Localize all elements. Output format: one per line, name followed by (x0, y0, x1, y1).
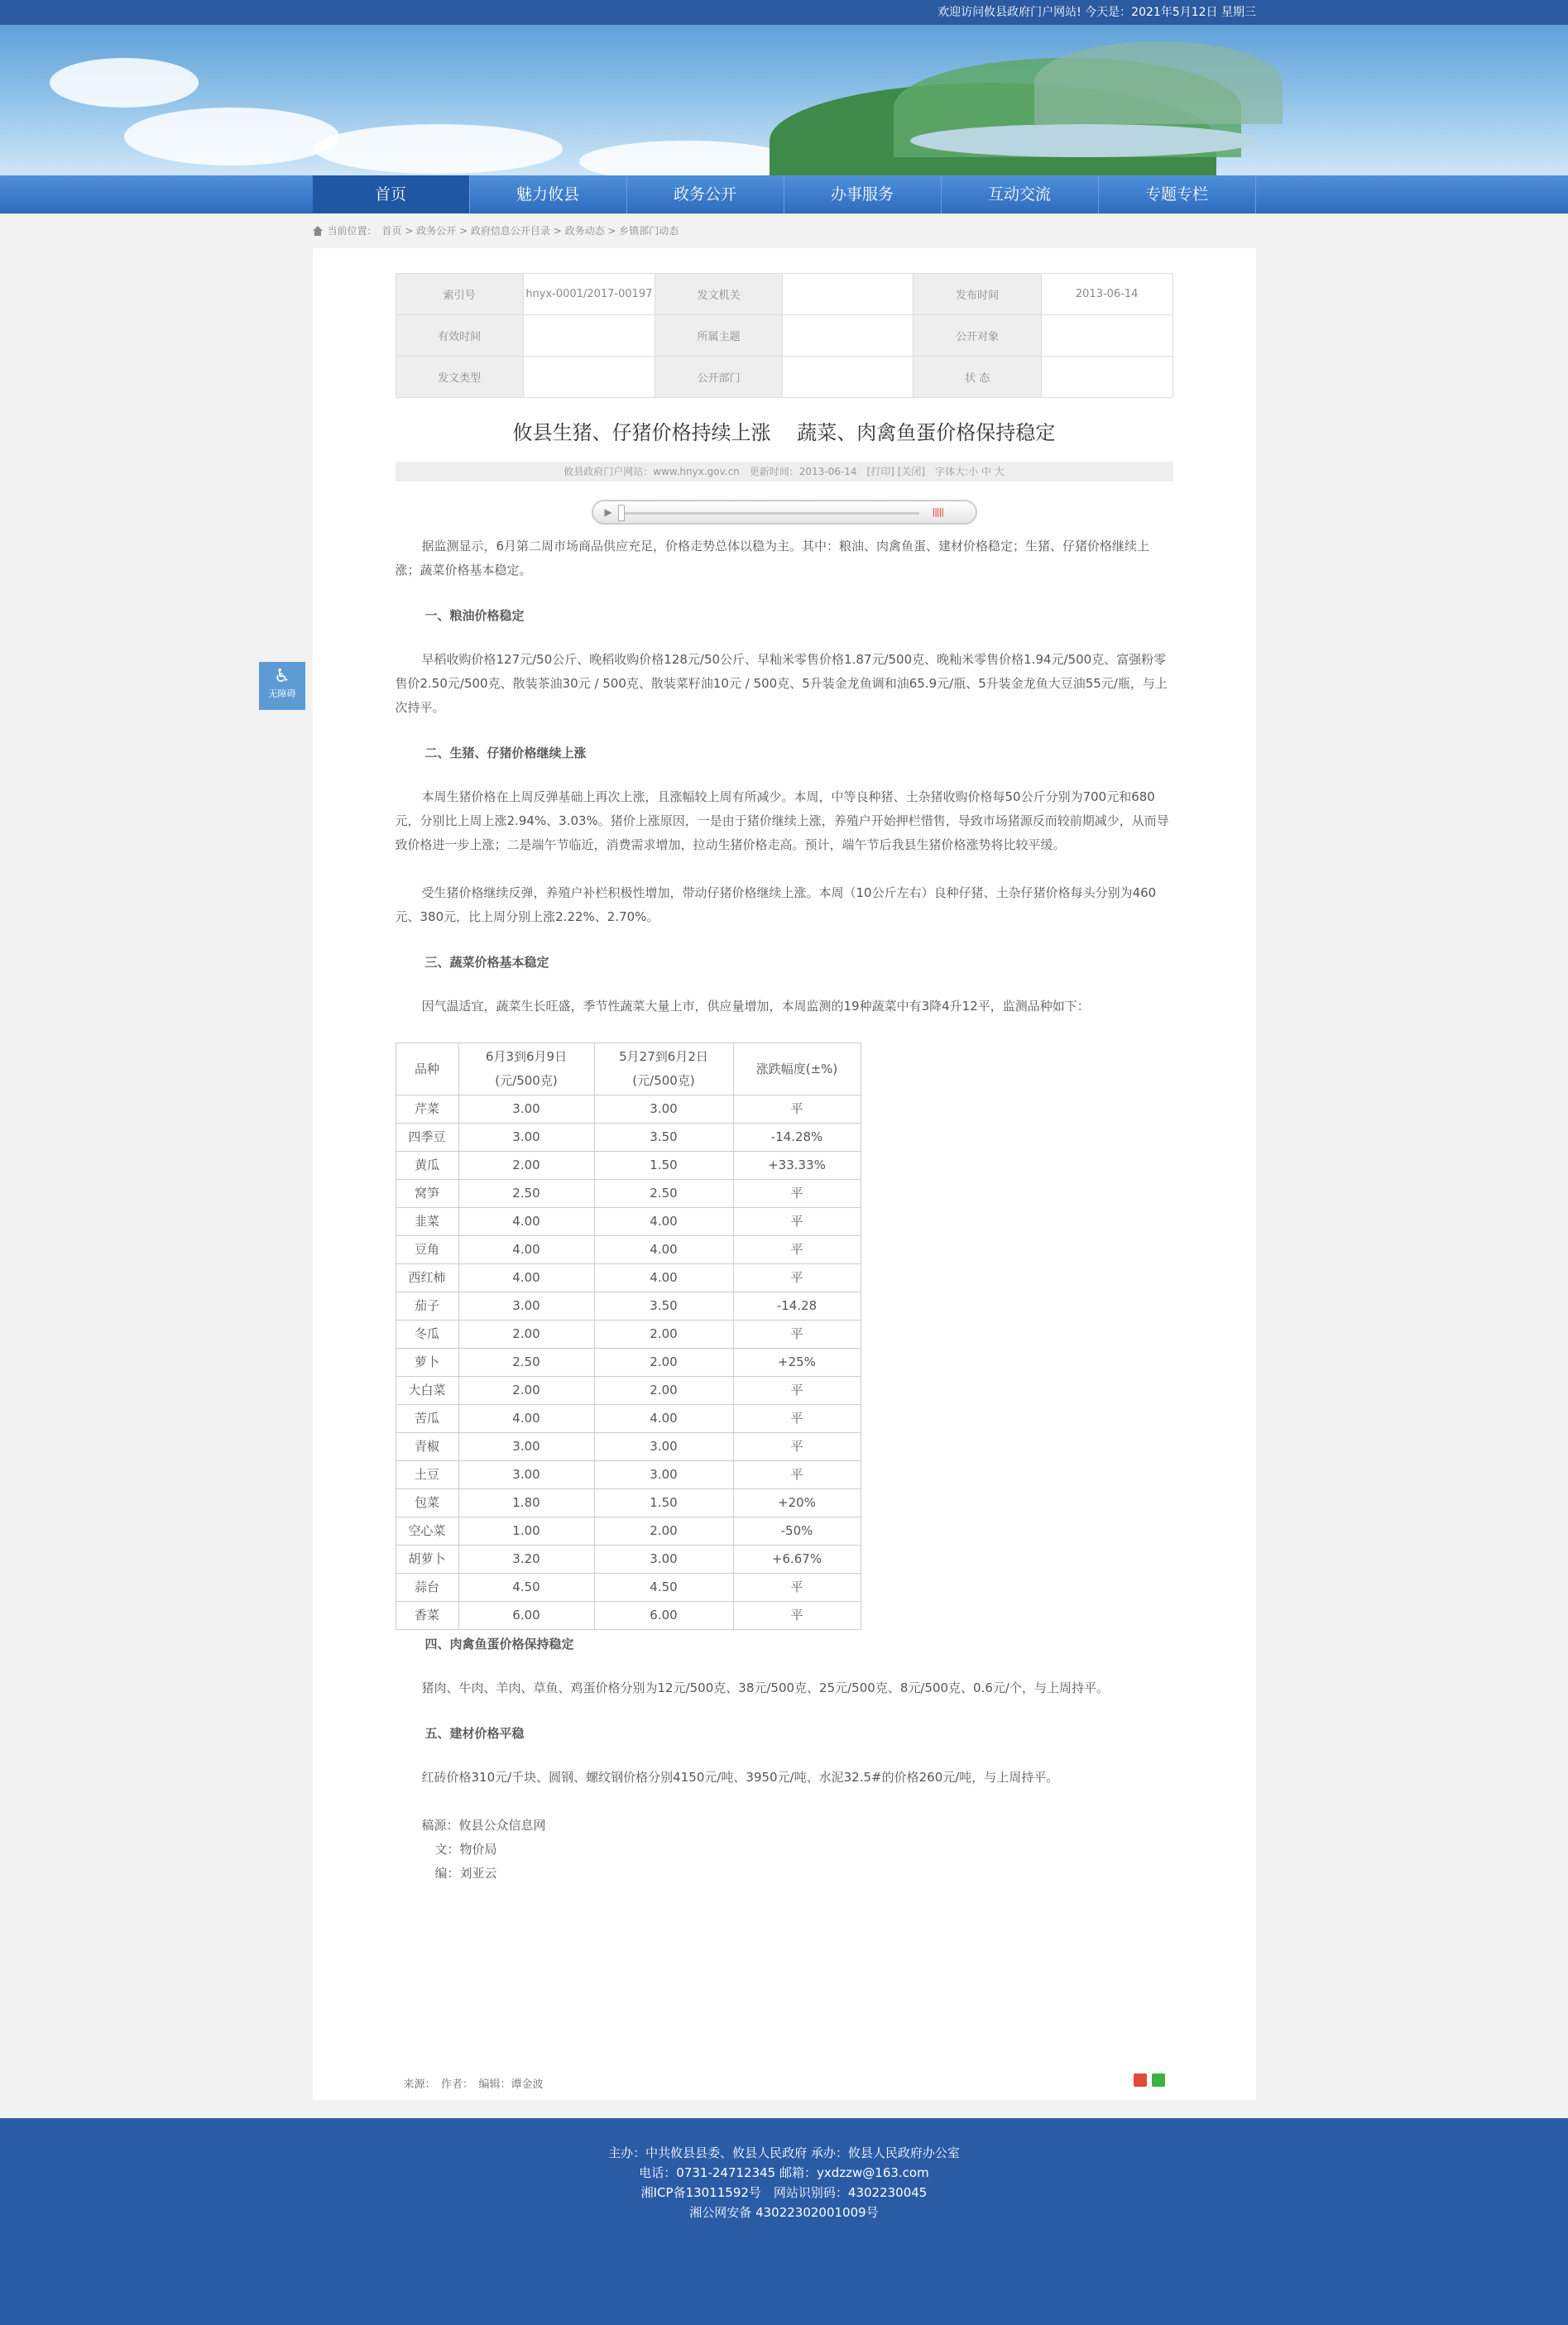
table-cell: 土豆 (396, 1461, 458, 1489)
table-cell: 4.00 (458, 1208, 594, 1236)
table-row (396, 1124, 861, 1152)
meta-key: 发文类型 (396, 357, 523, 398)
table-row (396, 1236, 861, 1264)
paragraph: 本周生猪价格在上周反弹基础上再次上涨，且涨幅较上周有所减少。本周，中等良种猪、土杂猪收购价格每50公斤分别为700元和680元，分别比上周上涨2.94%、3.03%。猪价上涨原因，一是由于猪价继续上涨，养殖户开始押栏惜售，导致市场猪源反而较前期减少，从而导致价格进一步上涨；二是端午节临近，消费需求增加，拉动生猪价格走高。预计，端午节后我县生猪价格涨势将比较平缓。 (395, 789, 1169, 852)
meta-key: 发布时间 (913, 274, 1041, 315)
nav-interaction[interactable]: 互动交流 (942, 175, 1099, 213)
paragraph: 猪肉、牛肉、羊肉、草鱼、鸡蛋价格分别为12元/500克、38元/500克、25元/500克、8元/500克、0.6元/个，与上周持平。 (421, 1680, 1109, 1695)
meta-value (783, 274, 913, 315)
table-cell: 平 (733, 1180, 861, 1208)
table-cell: 平 (733, 1433, 861, 1461)
table-row (396, 1095, 861, 1124)
table-cell: 西红柿 (396, 1264, 458, 1292)
table-cell: 2.00 (458, 1152, 594, 1180)
table-cell: 2.00 (458, 1321, 594, 1349)
paragraph: 红砖价格310元/千块、圆钢、螺纹钢价格分别4150元/吨、3950元/吨、水泥32.5#的价格260元/吨，与上周持平。 (421, 1770, 1059, 1785)
table-cell: 平 (733, 1461, 861, 1489)
footer-icp: 湘ICP备13011592号 网站识别码：4302230045 (640, 2185, 928, 2200)
table-cell: 平 (733, 1321, 861, 1349)
table-row (396, 1461, 861, 1489)
table-cell: +6.67% (733, 1546, 861, 1574)
table-cell: 平 (733, 1264, 861, 1292)
table-cell: 平 (733, 1602, 861, 1630)
table-cell: 空心菜 (396, 1517, 458, 1546)
nav-topics[interactable]: 专题专栏 (1099, 175, 1256, 213)
table-cell: 2.00 (458, 1377, 594, 1405)
nav-home[interactable]: 首页 (313, 175, 470, 213)
table-row (396, 1546, 861, 1574)
editor-line: 编：刘亚云 (434, 1866, 497, 1881)
table-cell: 3.50 (594, 1292, 733, 1321)
table-cell: 四季豆 (396, 1124, 458, 1152)
table-row (396, 1349, 861, 1377)
table-row (396, 1180, 861, 1208)
section-heading: 四、肉禽鱼蛋价格保持稳定 (424, 1637, 574, 1651)
table-cell: -14.28 (733, 1292, 861, 1321)
paragraph: 据监测显示，6月第二周市场商品供应充足，价格走势总体以稳为主。其中：粮油、肉禽鱼蛋、建材价格稳定；生猪、仔猪价格继续上涨；蔬菜价格基本稳定。 (395, 539, 1150, 578)
paragraph: 受生猪价格继续反弹，养殖户补栏积极性增加，带动仔猪价格继续上涨。本周（10公斤左右）良种仔猪、土杂仔猪价格每头分别为460元、380元，比上周分别上涨2.22%、2.70%。 (395, 885, 1157, 924)
table-row (396, 1377, 861, 1405)
table-cell: 3.50 (594, 1124, 733, 1152)
table-cell: 3.00 (594, 1433, 733, 1461)
table-cell: 苦瓜 (396, 1405, 458, 1433)
table-header: 5月27到6月2日(元/500克) (594, 1043, 733, 1095)
section-heading: 一、粮油价格稳定 (424, 608, 525, 623)
table-cell: 窝笋 (396, 1180, 458, 1208)
nav-services[interactable]: 办事服务 (784, 175, 942, 213)
meta-key: 有效时间 (396, 315, 523, 357)
table-cell: 2.00 (594, 1349, 733, 1377)
table-cell: 2.50 (594, 1180, 733, 1208)
header-banner (0, 25, 1568, 175)
wechat-share-icon[interactable] (1152, 2073, 1165, 2087)
table-cell: +33.33% (733, 1152, 861, 1180)
table-cell: 3.00 (458, 1124, 594, 1152)
table-row (396, 1292, 861, 1321)
table-cell: 3.00 (594, 1461, 733, 1489)
table-cell: 豆角 (396, 1236, 458, 1264)
table-cell: 3.00 (594, 1546, 733, 1574)
table-cell: -50% (733, 1517, 861, 1546)
meta-key: 状 态 (913, 357, 1041, 398)
nav-gov-affairs[interactable]: 政务公开 (627, 175, 784, 213)
wheelchair-icon: ♿ (274, 666, 290, 687)
table-header: 品种 (396, 1043, 458, 1095)
meta-value (523, 357, 655, 398)
table-row (396, 1264, 861, 1292)
meta-value: hnyx-0001/2017-00197 (523, 274, 655, 315)
meta-value (1041, 357, 1172, 398)
table-cell: 2.00 (594, 1377, 733, 1405)
article-footer-meta: 来源： 作者： 编辑：谭金波 (403, 2078, 544, 2091)
table-cell: 1.50 (594, 1152, 733, 1180)
table-cell: 1.80 (458, 1489, 594, 1517)
table-cell: 平 (733, 1236, 861, 1264)
meta-key: 所属主题 (655, 315, 782, 357)
article-title: 攸县生猪、仔猪价格持续上涨 蔬菜、肉禽鱼蛋价格保持稳定 (512, 421, 1056, 444)
table-cell: 6.00 (594, 1602, 733, 1630)
section-heading: 三、蔬菜价格基本稳定 (424, 955, 549, 970)
table-header: 涨跌幅度(±%) (733, 1043, 861, 1095)
article-body (396, 535, 1173, 1886)
play-icon[interactable]: ▶ (604, 506, 612, 518)
section-heading: 二、生猪、仔猪价格继续上涨 (424, 745, 587, 760)
meta-value: 2013-06-14 (1041, 274, 1172, 315)
top-bar (0, 0, 1568, 25)
meta-key: 发文机关 (655, 274, 782, 315)
weibo-share-icon[interactable] (1134, 2073, 1147, 2087)
article-source (396, 1814, 1173, 1886)
accessibility-button[interactable] (259, 662, 305, 710)
table-cell: 韭菜 (396, 1208, 458, 1236)
footer-sponsor: 主办：中共攸县县委、攸县人民政府 承办：攸县人民政府办公室 (608, 2145, 960, 2160)
table-cell: +20% (733, 1489, 861, 1517)
table-row (396, 1517, 861, 1546)
nav-charm[interactable]: 魅力攸县 (470, 175, 627, 213)
table-cell: 3.00 (458, 1095, 594, 1124)
table-cell: 平 (733, 1208, 861, 1236)
section-heading: 五、建材价格平稳 (424, 1726, 525, 1741)
main-nav (0, 175, 1568, 213)
table-cell: 胡萝卜 (396, 1546, 458, 1574)
table-cell: 蒜台 (396, 1574, 458, 1602)
table-cell: 平 (733, 1377, 861, 1405)
breadcrumb-label: 当前位置： (327, 225, 377, 237)
table-cell: 4.00 (458, 1236, 594, 1264)
table-cell: 4.50 (594, 1574, 733, 1602)
table-cell: 3.00 (458, 1292, 594, 1321)
table-row (396, 1602, 861, 1630)
table-row (396, 1208, 861, 1236)
meta-table (396, 273, 1173, 398)
table-cell: 冬瓜 (396, 1321, 458, 1349)
author-line: 文：物价局 (434, 1842, 497, 1857)
table-header: 6月3到6月9日(元/500克) (458, 1043, 594, 1095)
table-cell: 4.00 (594, 1405, 733, 1433)
meta-value (523, 315, 655, 357)
table-cell: 4.00 (458, 1405, 594, 1433)
volume-icon[interactable]: ||||| (932, 506, 944, 517)
audio-player[interactable] (592, 500, 977, 525)
table-cell: 4.00 (594, 1208, 733, 1236)
breadcrumb (313, 213, 1256, 248)
table-cell: 4.50 (458, 1574, 594, 1602)
table-cell: 4.00 (594, 1264, 733, 1292)
table-row (396, 1489, 861, 1517)
table-cell: 2.00 (594, 1321, 733, 1349)
article-info-bar: 攸县政府门户网站：www.hnyx.gov.cn 更新时间：2013-06-14 [打印] [关闭] 字体大:小 中 大 (396, 462, 1173, 482)
article-container (313, 248, 1256, 2100)
footer-contact: 电话：0731-24712345 邮箱：yxdzzw@163.com (639, 2165, 929, 2180)
table-cell: 3.00 (594, 1095, 733, 1124)
meta-value (783, 357, 913, 398)
meta-key: 索引号 (396, 274, 523, 315)
table-row (396, 1152, 861, 1180)
breadcrumb-path[interactable]: 首页 > 政务公开 > 政府信息公开目录 > 政务动态 > 乡镇部门动态 (381, 225, 679, 237)
paragraph: 早稻收购价格127元/50公斤、晚稻收购价格128元/50公斤、早籼米零售价格1.87元/500克、晚籼米零售价格1.94元/500克、富强粉零售价2.50元/500克、散装茶油30元 / 500克、散装菜籽油10元 / 500克、5升装金龙鱼调和油65.9元/瓶、5升装金龙鱼大豆油55元/瓶，与上次持平。 (395, 652, 1168, 715)
table-row (396, 1405, 861, 1433)
share-bar (1134, 2073, 1165, 2087)
table-cell: 2.50 (458, 1180, 594, 1208)
table-cell: 6.00 (458, 1602, 594, 1630)
footer-police: 湘公网安备 43022302001009号 (689, 2205, 879, 2220)
table-cell: 平 (733, 1405, 861, 1433)
meta-key: 公开部门 (655, 357, 782, 398)
table-cell: 4.00 (594, 1236, 733, 1264)
table-cell: 茄子 (396, 1292, 458, 1321)
table-cell: 2.00 (594, 1517, 733, 1546)
table-row (396, 1321, 861, 1349)
table-cell: 3.00 (458, 1433, 594, 1461)
table-cell: 黄瓜 (396, 1152, 458, 1180)
table-cell: 3.20 (458, 1546, 594, 1574)
table-row (396, 1574, 861, 1602)
table-cell: -14.28% (733, 1124, 861, 1152)
table-cell: 3.00 (458, 1461, 594, 1489)
table-cell: 1.50 (594, 1489, 733, 1517)
paragraph: 因气温适宜，蔬菜生长旺盛，季节性蔬菜大量上市，供应量增加，本周监测的19种蔬菜中有3降4升12平，监测品种如下： (421, 999, 1090, 1014)
table-cell: 大白菜 (396, 1377, 458, 1405)
table-cell: 青椒 (396, 1433, 458, 1461)
table-cell: 芹菜 (396, 1095, 458, 1124)
table-cell: 平 (733, 1095, 861, 1124)
table-cell: 萝卜 (396, 1349, 458, 1377)
home-icon (313, 226, 323, 236)
table-cell: 包菜 (396, 1489, 458, 1517)
table-cell: 2.50 (458, 1349, 594, 1377)
table-row (396, 1433, 861, 1461)
vegetable-price-table (396, 1043, 861, 1630)
table-cell: 平 (733, 1574, 861, 1602)
meta-key: 公开对象 (913, 315, 1041, 357)
progress-track[interactable] (621, 512, 919, 515)
site-footer (0, 2118, 1568, 2325)
accessibility-label: 无障碍 (268, 688, 296, 699)
welcome-text: 欢迎访问攸县政府门户网站! 今天是：2021年5月12日 星期三 (937, 6, 1256, 19)
meta-value (1041, 315, 1172, 357)
meta-value (783, 315, 913, 357)
progress-handle[interactable] (618, 505, 625, 521)
table-cell: 香菜 (396, 1602, 458, 1630)
table-cell: 1.00 (458, 1517, 594, 1546)
table-cell: +25% (733, 1349, 861, 1377)
table-cell: 4.00 (458, 1264, 594, 1292)
source-line: 稿源：攸县公众信息网 (421, 1818, 546, 1833)
